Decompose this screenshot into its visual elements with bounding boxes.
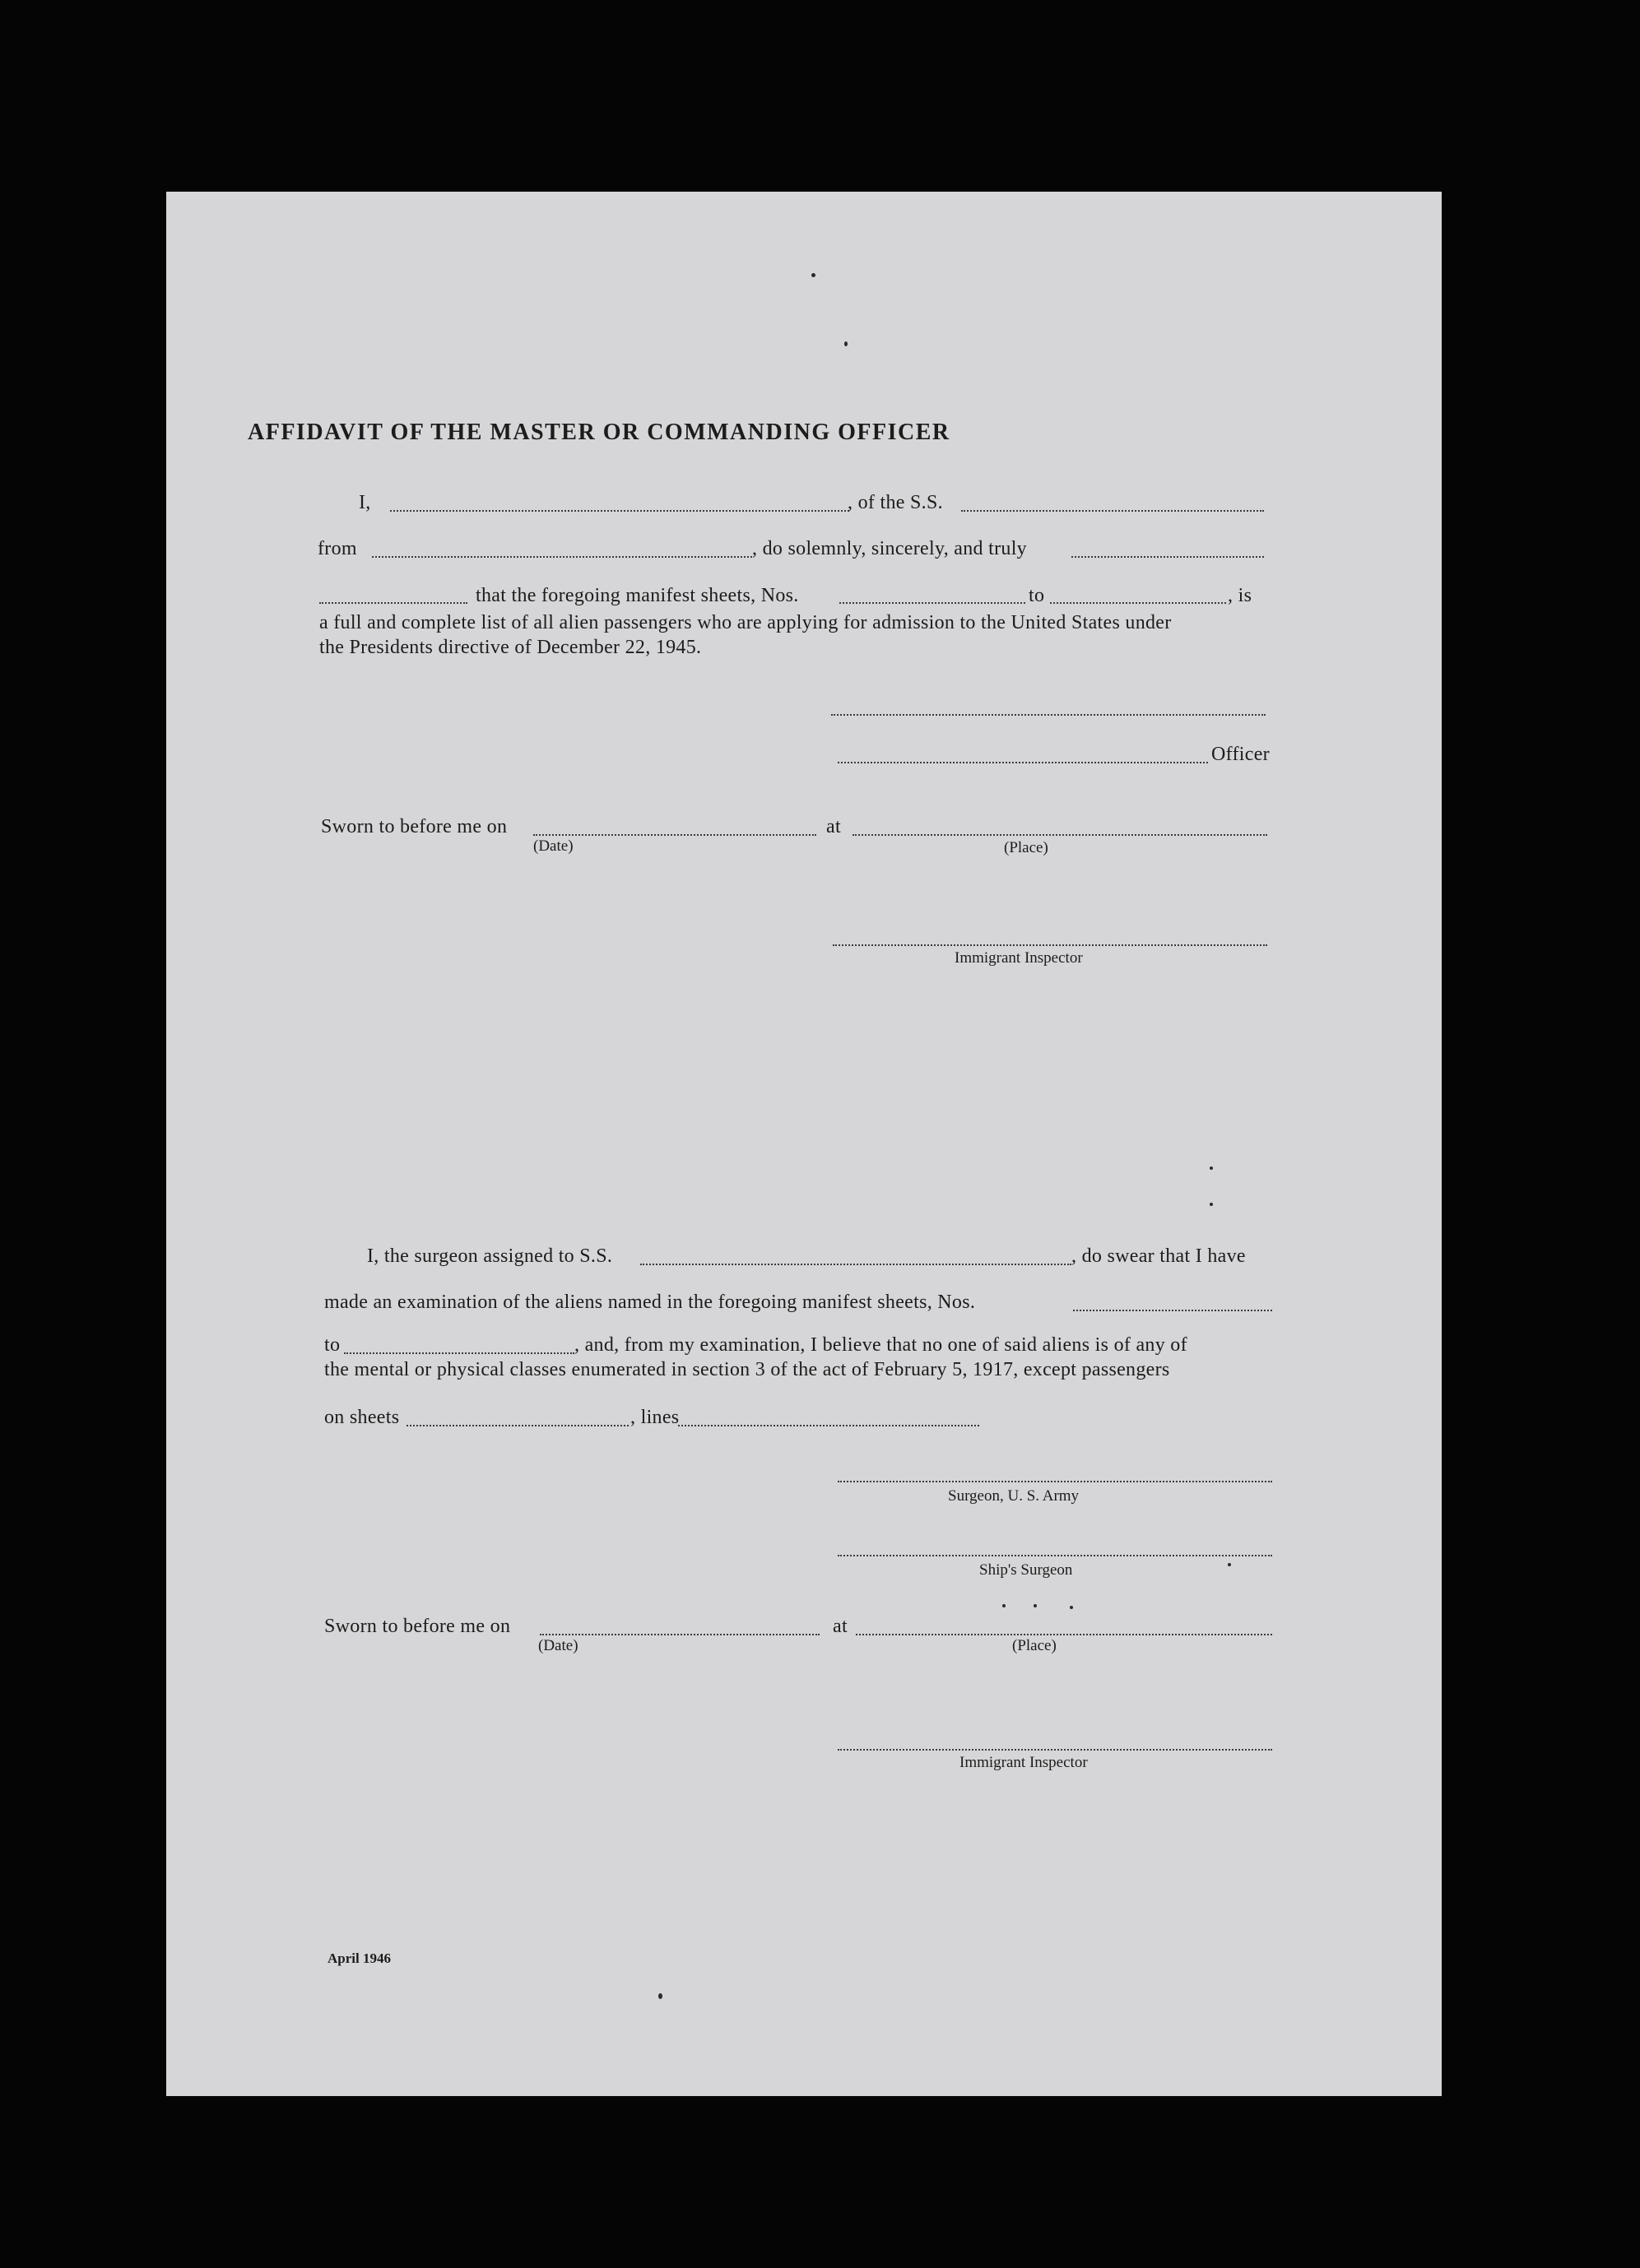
surgeon-sheets-to-field[interactable]	[344, 1352, 574, 1354]
speck	[844, 341, 848, 346]
surgeon-line1-a: I, the surgeon assigned to S.S.	[367, 1245, 613, 1267]
sheet-from-field[interactable]	[839, 602, 1025, 604]
sworn-date-field[interactable]	[533, 834, 816, 836]
ships-surgeon-signature-field[interactable]	[838, 1555, 1272, 1556]
inspector-signature-field[interactable]	[833, 944, 1267, 946]
master-signature-field[interactable]	[831, 714, 1266, 716]
affidavit-i-label: I,	[359, 492, 371, 513]
surgeon-sworn-label: Sworn to before me on	[324, 1616, 511, 1637]
speck	[1210, 1203, 1213, 1206]
surgeon-place-caption: (Place)	[1012, 1637, 1057, 1654]
surgeon-line4: the mental or physical classes enumerated in section 3 of the act of February 5, 1917, except passengers	[324, 1359, 1170, 1380]
master-name-field[interactable]	[390, 510, 849, 512]
surgeon-inspector-caption: Immigrant Inspector	[959, 1754, 1088, 1771]
surgeon-sworn-at-label: at	[833, 1616, 848, 1637]
sworn-at-label: at	[826, 816, 841, 837]
ship-name-field[interactable]	[961, 510, 1264, 512]
form-sheet	[166, 192, 1442, 2096]
date-caption: (Date)	[533, 837, 574, 855]
exception-lines-field[interactable]	[678, 1425, 979, 1426]
surgeon-sheets-from-field[interactable]	[1073, 1310, 1272, 1311]
surgeon-sworn-date-field[interactable]	[540, 1634, 820, 1635]
officer-signature-field[interactable]	[838, 762, 1208, 763]
foregoing-label: that the foregoing manifest sheets, Nos.	[476, 585, 799, 606]
army-surgeon-signature-field[interactable]	[838, 1481, 1272, 1482]
speck	[1002, 1604, 1006, 1607]
form-date: April 1946	[328, 1950, 391, 1966]
from-label: from	[318, 538, 357, 559]
to-label: to	[1029, 585, 1045, 606]
surgeon-line2: made an examination of the aliens named in the foregoing manifest sheets, Nos.	[324, 1292, 976, 1313]
place-caption: (Place)	[1004, 839, 1048, 856]
speck	[1210, 1166, 1213, 1170]
surgeon-ship-field[interactable]	[640, 1264, 1071, 1265]
surgeon-sworn-place-field[interactable]	[856, 1634, 1272, 1635]
surgeon-line3-b: , and, from my examination, I believe that no one of said aliens is of any of	[574, 1334, 1187, 1356]
from-port-field[interactable]	[372, 556, 752, 558]
affidavit-body-line2: a full and complete list of all alien passengers who are applying for admission to the United States under	[319, 612, 1172, 633]
solemnly-label: , do solemnly, sincerely, and truly	[752, 538, 1027, 559]
speck	[811, 273, 815, 277]
sworn-place-field[interactable]	[853, 834, 1267, 836]
affirmation-field[interactable]	[1071, 556, 1264, 558]
sworn-label: Sworn to before me on	[321, 816, 508, 837]
oath-word-field[interactable]	[319, 602, 467, 604]
speck	[1034, 1604, 1037, 1607]
surgeon-inspector-signature-field[interactable]	[838, 1749, 1272, 1751]
surgeon-line3-a: to	[324, 1334, 341, 1356]
surgeon-date-caption: (Date)	[538, 1637, 578, 1654]
inspector-caption: Immigrant Inspector	[955, 949, 1083, 967]
surgeon-line5-a: on sheets	[324, 1407, 400, 1428]
army-surgeon-caption: Surgeon, U. S. Army	[948, 1487, 1080, 1505]
surgeon-line5-b: , lines	[630, 1407, 680, 1428]
speck	[1228, 1563, 1231, 1566]
speck	[658, 1993, 662, 1999]
of-the-ss-label: , of the S.S.	[848, 492, 943, 513]
form-title: AFFIDAVIT OF THE MASTER OR COMMANDING OFFICER	[248, 420, 950, 445]
exception-sheets-field[interactable]	[407, 1425, 629, 1426]
surgeon-line1-b: , do swear that I have	[1071, 1245, 1246, 1267]
affidavit-body-line3: the Presidents directive of December 22, 1945.	[319, 637, 702, 658]
speck	[1070, 1606, 1073, 1609]
is-label: , is	[1228, 585, 1252, 606]
officer-label: Officer	[1211, 744, 1270, 765]
sheet-to-field[interactable]	[1050, 602, 1226, 604]
ships-surgeon-caption: Ship's Surgeon	[979, 1561, 1073, 1579]
